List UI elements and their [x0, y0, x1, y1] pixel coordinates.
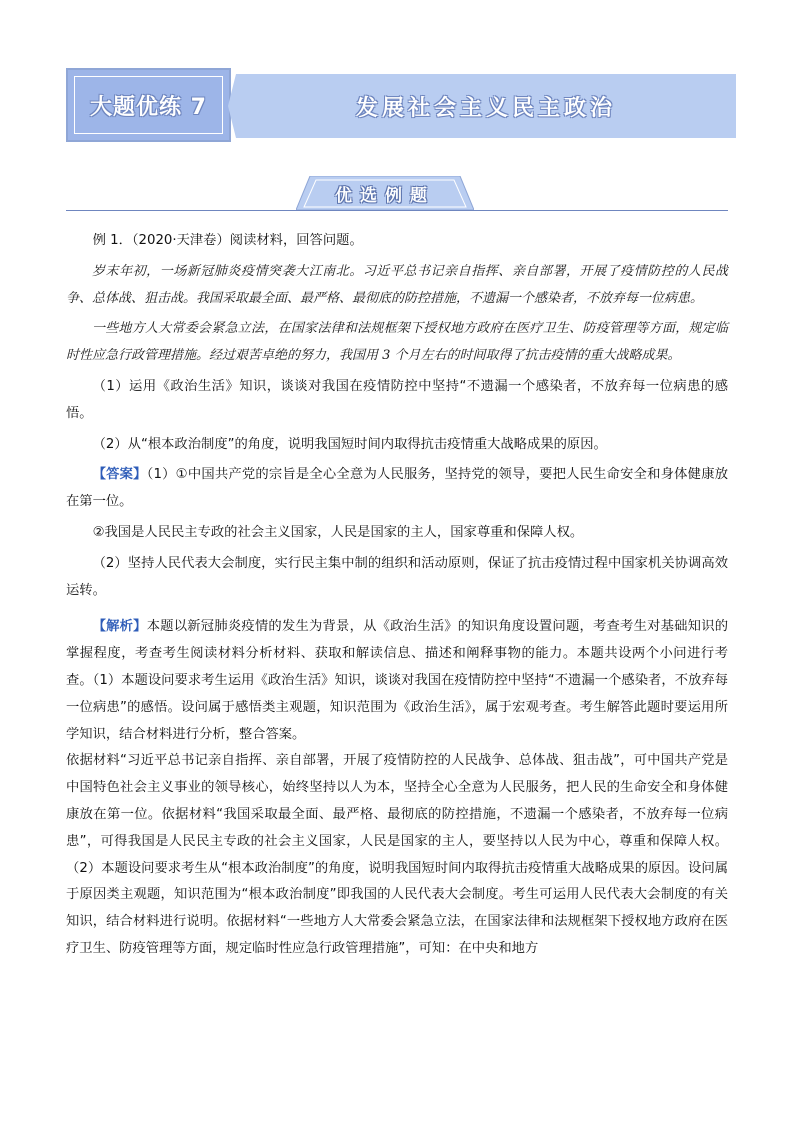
- question-1: （1）运用《政治生活》知识，谈谈对我国在疫情防控中坚持“不遗漏一个感染者，不放弃每一位病患的感悟。: [66, 378, 728, 421]
- badge-inner-frame: [74, 76, 223, 134]
- page-title: 发展社会主义民主政治: [355, 95, 616, 121]
- answer-paragraph-1b: ②我国是人民民主专政的社会主义国家，人民是国家的主人，国家尊重和保障人权。: [92, 524, 584, 540]
- example-heading: 例 1．（2020·天津卷）阅读材料，回答问题。: [92, 233, 363, 248]
- analysis-text-1: 本题以新冠肺炎疫情的发生为背景，从《政治生活》的知识角度设置问题，考查考生对基础知识的掌握程度，考查考生阅读材料分析材料、获取和解读信息、描述和阐释事物的能力。本题共设两个小问进行考查。（1）本题设问要求考生运用《政治生活》知识，谈谈对我国在疫情防控中坚持“不遗漏一个感染者，不放弃每一位病患”的感悟。设问属于感悟类主观题，知识范围为《政治生活》，属于宏观考查。考生解答此题时要运用所学知识，结合材料进行分析，整合答案。: [66, 619, 729, 742]
- badge-box: [66, 68, 231, 142]
- answer-paragraph-1: [66, 462, 728, 516]
- answer-paragraph-2: （2）坚持人民代表大会制度，实行民主集中制的组织和活动原则，保证了抗击疫情过程中国家机关协调高效运转。: [66, 555, 728, 598]
- material-paragraph-1: 岁末年初，一场新冠肺炎疫情突袭大江南北。习近平总书记亲自指挥、亲自部署，开展了疫情防控的人民战争、总体战、狙击战。我国采取最全面、最严格、最彻底的防控措施，不遗漏一个感染者，不放弃每一位病患。: [66, 263, 728, 306]
- answer-text-1: （1）①中国共产党的宗旨是全心全意为人民服务，坚持党的领导，要把人民生命安全和身体健康放在第一位。: [66, 467, 729, 510]
- badge-label: 大题优练 7: [90, 94, 207, 120]
- analysis-tag: 【解析】: [92, 619, 147, 635]
- document-body: [66, 228, 728, 963]
- analysis-paragraph-1: [66, 614, 728, 748]
- section-label: 优选例题: [335, 185, 435, 206]
- answer-tag: 【答案】: [92, 467, 147, 483]
- question-2: （2）从“根本政治制度”的角度，说明我国短时间内取得抗击疫情重大战略成果的原因。: [92, 436, 607, 452]
- section-tab: [296, 176, 474, 210]
- title-box: [236, 74, 736, 138]
- material-paragraph-2: 一些地方人大常委会紧急立法，在国家法律和法规框架下授权地方政府在医疗卫生、防疫管理等方面，规定临时性应急行政管理措施。经过艰苦卓绝的努力，我国用 3 个月左右的时间取得了抗击疫情的重大战略成果。: [66, 321, 728, 364]
- analysis-paragraph-2: 依据材料“习近平总书记亲自指挥、亲自部署，开展了疫情防控的人民战争、总体战、狙击战”，可中国共产党是中国特色社会主义事业的领导核心，始终坚持以人为本，坚持全心全意为人民服务，把人民的生命安全和身体健康放在第一位。依据材料“我国采取最全面、最严格、最彻底的防控措施，不遗漏一个感染者，不放弃每一位病患”，可得我国是人民民主专政的社会主义国家，人民是国家的主人，要坚持以人民为中心，尊重和保障人权。（2）本题设问要求考生从“根本政治制度”的角度，说明我国短时间内取得抗击疫情重大战略成果的原因。设问属于原因类主观题，知识范围为“根本政治制度”即我国的人民代表大会制度。考生可运用人民代表大会制度的有关知识，结合材料进行说明。依据材料“一些地方人大常委会紧急立法，在国家法律和法规框架下授权地方政府在医疗卫生、防疫管理等方面，规定临时性应急行政管理措施”，可知：在中央和地方: [66, 753, 728, 956]
- section-divider: [66, 210, 728, 211]
- header-banner: [66, 68, 736, 142]
